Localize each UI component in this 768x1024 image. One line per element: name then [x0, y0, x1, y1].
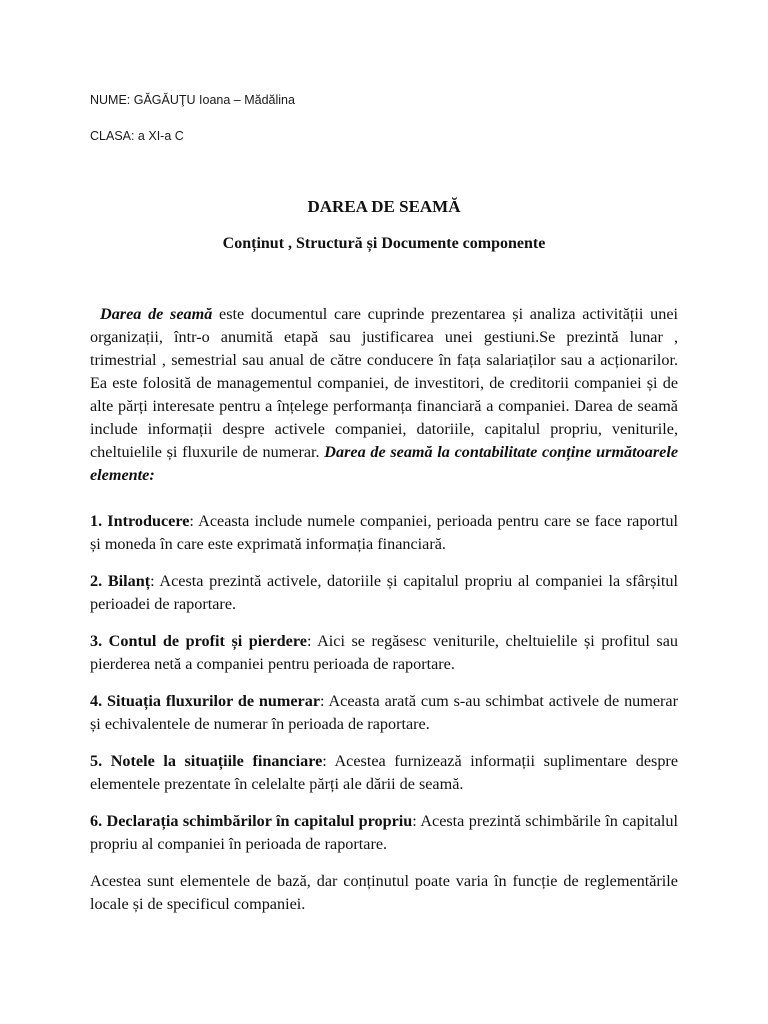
intro-paragraph — [90, 303, 678, 487]
list-item — [90, 690, 678, 736]
document-title: DAREA DE SEAMĂ — [307, 197, 461, 216]
list-item-text: : Aceasta include numele companiei, perioada pentru care se face raportul și moneda în care este exprimată informația financiară. — [90, 512, 678, 553]
list-item-text: : Aici se regăsesc veniturile, cheltuielile și profitul sau pierderea netă a companiei pentru perioada de raportare. — [90, 632, 678, 673]
closing-paragraph: Acestea sunt elementele de bază, dar conținutul poate varia în funcție de reglementările locale și de specificul companiei. — [90, 872, 678, 913]
intro-text: este documentul care cuprinde prezentarea și analiza activității unei organizații, într-o anumită etapă sau justificarea unei gestiuni.Se prezintă lunar , trimestrial , semestrial sau anual de către conducere în fața salariaților sau a acționarilor. Ea este folosită de managementul companiei, de investitori, de creditorii companiei și de alte părți interesate pentru a înțelege performanța financiară a companiei. Darea de seamă include informații despre activele companiei, datoriile, capitalul propriu, veniturile, cheltuielile și fluxurile de numerar. — [90, 305, 678, 461]
list-item — [90, 510, 678, 556]
list-item-text: : Aceasta arată cum s-au schimbat activele de numerar și echivalentele de numerar în perioada de raportare. — [90, 692, 678, 733]
intro-lead-term: Darea de seamă — [100, 305, 213, 323]
document-subtitle: Conținut , Structură și Documente componente — [222, 235, 546, 252]
list-item — [90, 630, 678, 676]
intro-emphasis: Darea de seamă la contabilitate conține următoarele elemente: — [90, 443, 679, 484]
student-class: CLASA: a XI-a C — [90, 129, 184, 143]
list-item — [90, 810, 678, 856]
list-item-text: : Acesta prezintă activele, datoriile și capitalul propriu al companiei la sfârșitul perioadei de raportare. — [90, 572, 679, 613]
list-item-label: 5. Notele la situațiile financiare — [90, 752, 323, 770]
student-name: NUME: GĂGĂUŢU Ioana – Mădălina — [90, 93, 295, 107]
list-item-text: : Acesta prezintă schimbările în capitalul propriu al companiei în perioada de raportare. — [90, 812, 678, 853]
list-item-label: 6. Declarația schimbărilor în capitalul propriu — [90, 812, 413, 830]
list-item — [90, 570, 678, 616]
list-item-label: 2. Bilanț — [90, 572, 151, 590]
list-item-label: 1. Introducere — [90, 512, 190, 530]
list-item-text: : Acestea furnizează informații suplimentare despre elementele prezentate în celelalte părți ale dării de seamă. — [90, 752, 679, 793]
list-item-label: 4. Situația fluxurilor de numerar — [90, 692, 321, 710]
list-item-label: 3. Contul de profit și pierdere — [90, 632, 307, 650]
elements-list — [90, 510, 678, 930]
list-item — [90, 750, 678, 796]
